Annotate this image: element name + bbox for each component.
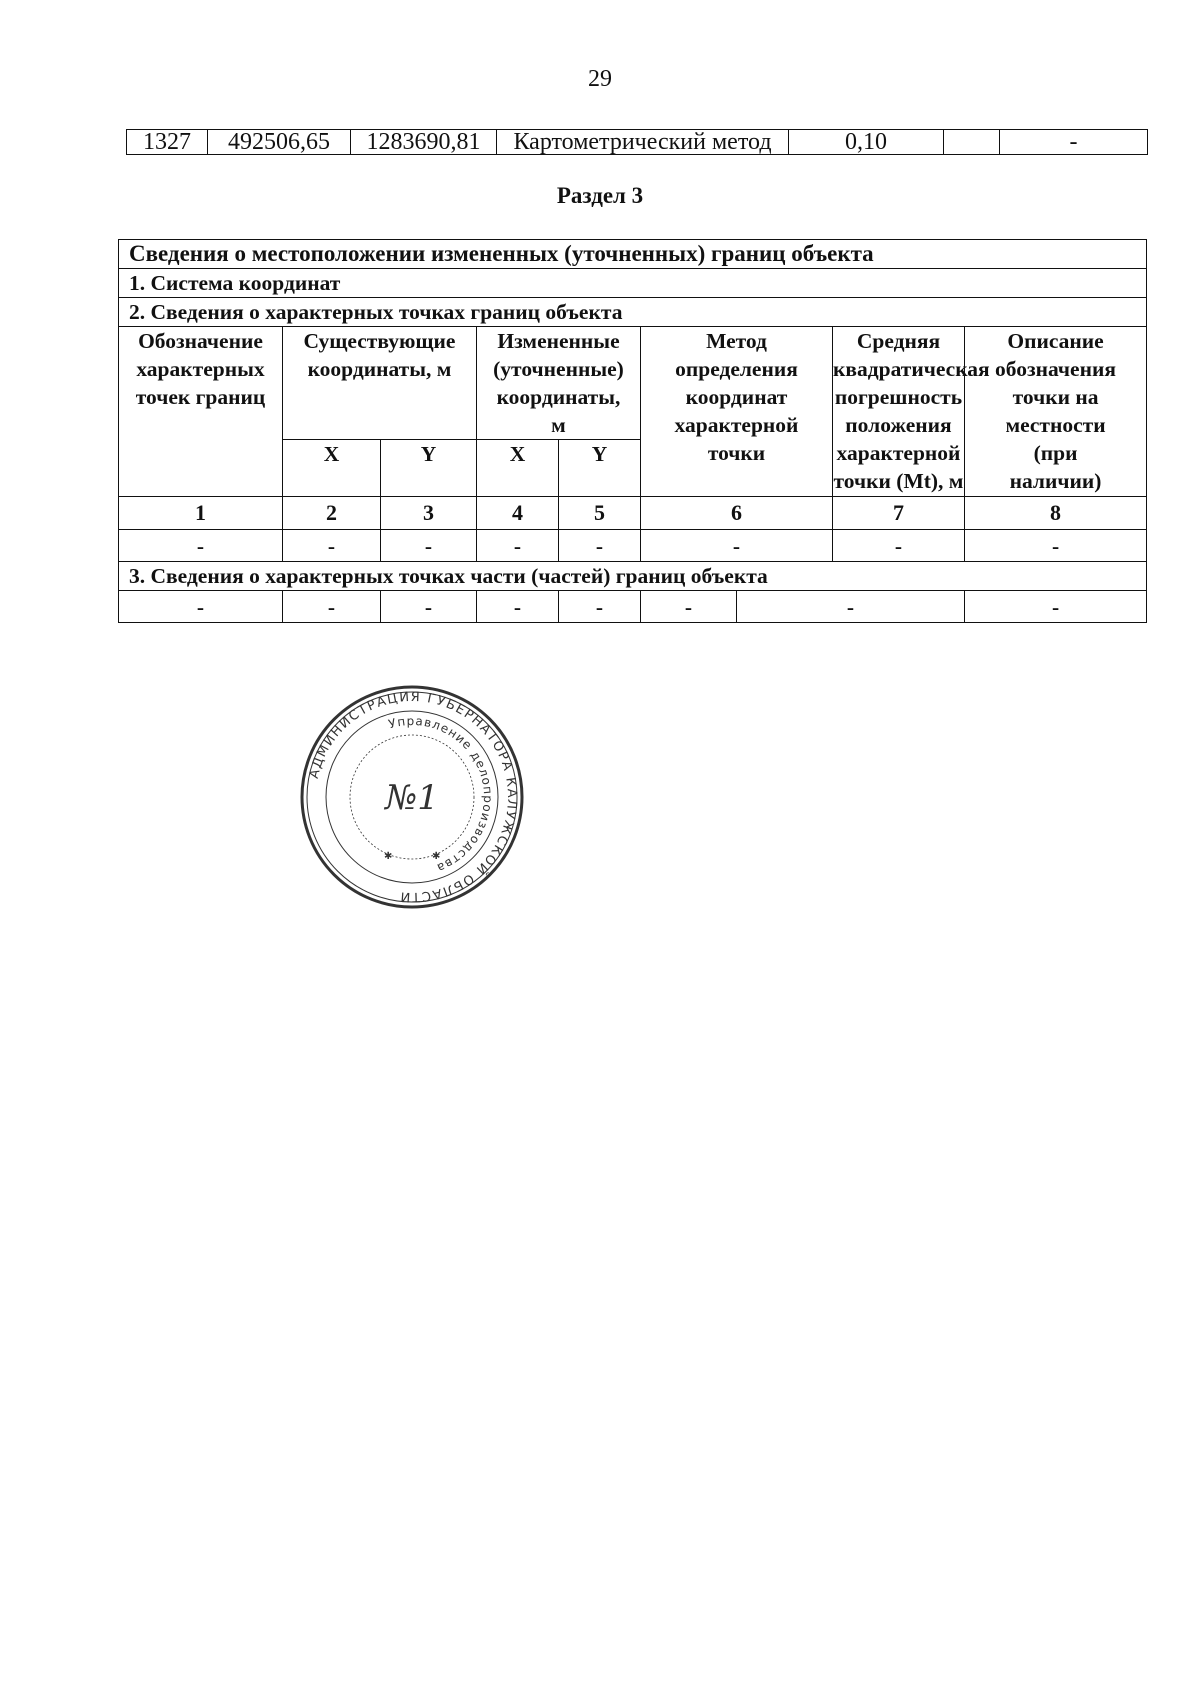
header-changed-x: X	[477, 440, 559, 497]
header-accuracy: Средняя квадратическая погрешность положения характерной точки (Mt), м	[833, 327, 965, 497]
table-title: Сведения о местоположении измененных (уточненных) границ объекта	[119, 240, 1147, 269]
table-row	[119, 240, 1147, 269]
dash-cell: -	[477, 591, 559, 623]
dash-cell: -	[559, 530, 641, 562]
dash-cell: -	[119, 591, 283, 623]
header-changed-coords: Измененные (уточненные) координаты, м	[477, 327, 641, 440]
dash-cell: -	[381, 591, 477, 623]
header-changed-y: Y	[559, 440, 641, 497]
seal-inner-text: Управление делопроизводства	[387, 713, 496, 876]
method-cell: Картометрический метод	[497, 130, 789, 155]
section-title: Раздел 3	[556, 183, 644, 208]
column-number: 3	[381, 497, 477, 530]
accuracy-cell: 0,10	[789, 130, 944, 155]
header-existing-y: Y	[381, 440, 477, 497]
boundary-points-row: 2. Сведения о характерных точках границ объекта	[119, 298, 1147, 327]
header-description: Описание обозначения точки на местности (при наличии)	[965, 327, 1147, 497]
empty-cell	[944, 130, 1000, 155]
dash-cell: -	[833, 530, 965, 562]
dash-cell: -	[641, 591, 737, 623]
seal-outer-text: АДМИНИСТРАЦИЯ ГУБЕРНАТОРА КАЛУЖСКОЙ ОБЛАСТИ	[306, 689, 520, 905]
table-row	[119, 269, 1147, 298]
column-number: 2	[283, 497, 381, 530]
header-row	[119, 327, 1147, 440]
dash-cell: -	[737, 591, 965, 623]
dash-cell: -	[965, 591, 1147, 623]
dash-cell: -	[283, 591, 381, 623]
header-method: Метод определения координат характерной точки	[641, 327, 833, 497]
dash-cell: -	[283, 530, 381, 562]
table-row	[119, 298, 1147, 327]
column-number: 4	[477, 497, 559, 530]
header-existing-coords: Существующие координаты, м	[283, 327, 477, 440]
header-existing-x: X	[283, 440, 381, 497]
column-number: 6	[641, 497, 833, 530]
table-row	[119, 530, 1147, 562]
dash-cell: -	[641, 530, 833, 562]
coordinate-system-row: 1. Система координат	[119, 269, 1147, 298]
official-seal	[298, 683, 526, 911]
continuation-table	[126, 129, 1148, 155]
svg-text:✱: ✱	[384, 851, 393, 862]
dash-cell: -	[965, 530, 1147, 562]
seal-number: №1	[385, 778, 439, 818]
table-row	[119, 591, 1147, 623]
column-number: 8	[965, 497, 1147, 530]
column-numbers-row	[119, 497, 1147, 530]
boundaries-table	[118, 239, 1147, 623]
description-cell: -	[1000, 130, 1148, 155]
column-number: 1	[119, 497, 283, 530]
y-cell: 1283690,81	[351, 130, 497, 155]
dash-cell: -	[119, 530, 283, 562]
svg-text:✱: ✱	[432, 851, 441, 862]
table-row	[127, 130, 1148, 155]
column-number: 5	[559, 497, 641, 530]
point-cell: 1327	[127, 130, 208, 155]
part-boundary-points-row: 3. Сведения о характерных точках части (частей) границ объекта	[119, 562, 1147, 591]
x-cell: 492506,65	[208, 130, 351, 155]
seal-icon	[298, 683, 526, 911]
page-number: 29	[588, 66, 612, 92]
dash-cell: -	[559, 591, 641, 623]
column-number: 7	[833, 497, 965, 530]
dash-cell: -	[381, 530, 477, 562]
header-point-designation: Обозначение характерных точек границ	[119, 327, 283, 497]
table-row	[119, 562, 1147, 591]
dash-cell: -	[477, 530, 559, 562]
